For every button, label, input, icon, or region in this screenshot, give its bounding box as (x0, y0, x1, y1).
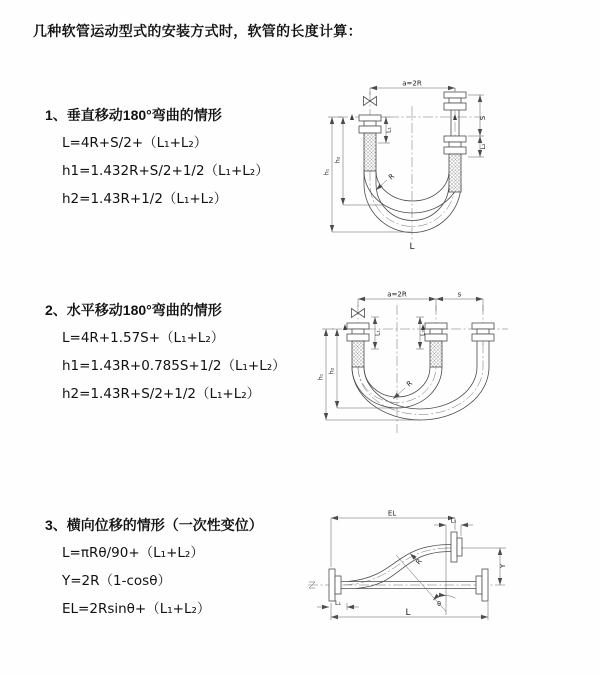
formula-h1: h1=1.432R+S/2+1/2（L₁+L₂） (62, 163, 269, 179)
dim-label-offset: Y (499, 563, 507, 569)
formula-h2: h2=1.43R+S/2+1/2（L₁+L₂） (62, 386, 261, 402)
dim-length (331, 602, 488, 620)
flange-right-original (476, 569, 488, 601)
page-title: 几种软管运动型式的安装方式时，软管的长度计算： (33, 23, 362, 39)
centerlines (338, 88, 484, 242)
dim-end-left (317, 600, 359, 610)
dim-label-stroke: S (478, 115, 487, 121)
dim-label-radius: R (405, 379, 415, 389)
dim-label-shift: s (457, 290, 462, 299)
dim-label-height-outer: h₁ (317, 373, 325, 381)
radius-leader (393, 379, 414, 399)
section-lateral-displacement (45, 517, 263, 623)
dim-top-width (358, 291, 483, 312)
radius-leader (376, 172, 396, 190)
hose-fitting-left (347, 323, 369, 367)
dim-label-radius: R (414, 557, 424, 567)
section-2-heading: 2、水平移动180°弯曲的情形 (45, 302, 222, 318)
dim-label-radius: R (387, 172, 397, 182)
hose-fitting-right (444, 92, 466, 192)
dim-label-el: EL (387, 509, 397, 518)
angle-construction (396, 538, 456, 615)
dim-label-end-top: L₁ (450, 517, 457, 525)
flange-upper-displaced (451, 532, 462, 562)
hose-fitting-left (359, 115, 381, 171)
dim-label-height-inner: h₂ (328, 367, 336, 375)
hose-fitting-middle (425, 323, 447, 367)
diagram-vertical-180-bend (312, 72, 582, 257)
dim-label-end-right: L₂ (480, 143, 487, 150)
dim-stroke-s (468, 95, 487, 157)
formula-h1: h1=1.43R+0.785S+1/2（L₁+L₂） (62, 358, 286, 374)
dim-label-end-left: L₁ (334, 600, 342, 607)
flange-left (329, 569, 341, 601)
section-1-formulas (62, 129, 269, 213)
dim-label-height-outer: h₁ (323, 168, 331, 176)
section-1-heading: 1、垂直移动180°弯曲的情形 (45, 107, 222, 123)
dim-label-length: L (409, 242, 415, 252)
section-vertical-movement (45, 107, 269, 213)
formula-length: L=4R+S/2+（L₁+L₂） (62, 135, 208, 151)
section-3-heading: 3、横向位移的情形（一次性变位） (45, 517, 263, 533)
dim-label-end-left: L₁ (385, 126, 393, 134)
section-horizontal-movement (45, 302, 286, 408)
formula-y: Y=2R（1-cosθ） (62, 573, 171, 589)
section-2-formulas (62, 324, 286, 408)
dim-label-height-inner: h₂ (334, 156, 342, 164)
dim-label-top-width: a=2R (387, 290, 407, 299)
dim-label-end-mid: L₂ (419, 329, 427, 337)
dim-end-mid (416, 317, 427, 349)
dim-label-top-width: a=2R (402, 79, 422, 88)
diagram-horizontal-180-bend (312, 287, 597, 467)
formula-el: EL=2Rsinθ+（L₁+L₂） (62, 601, 211, 617)
dim-label-end-left: L₁ (374, 329, 382, 337)
dim-end-left (371, 317, 382, 349)
dim-label-length: L (405, 608, 411, 618)
diagram-lateral-displacement (300, 505, 600, 645)
dim-top-width (370, 80, 455, 96)
formula-length: L=4R+1.57S+（L₁+L₂） (62, 330, 225, 346)
formula-h2: h2=1.43R+1/2（L₁+L₂） (62, 191, 228, 207)
section-3-formulas (62, 539, 263, 623)
dim-label-angle: θ (437, 601, 441, 608)
radius-leader (410, 554, 424, 567)
hose-bend-arcs (364, 171, 461, 232)
formula-length: L=πRθ/90+（L₁+L₂） (62, 545, 204, 561)
hose-fitting-right (472, 323, 494, 341)
dim-heights (318, 329, 421, 420)
dim-el (331, 510, 455, 568)
